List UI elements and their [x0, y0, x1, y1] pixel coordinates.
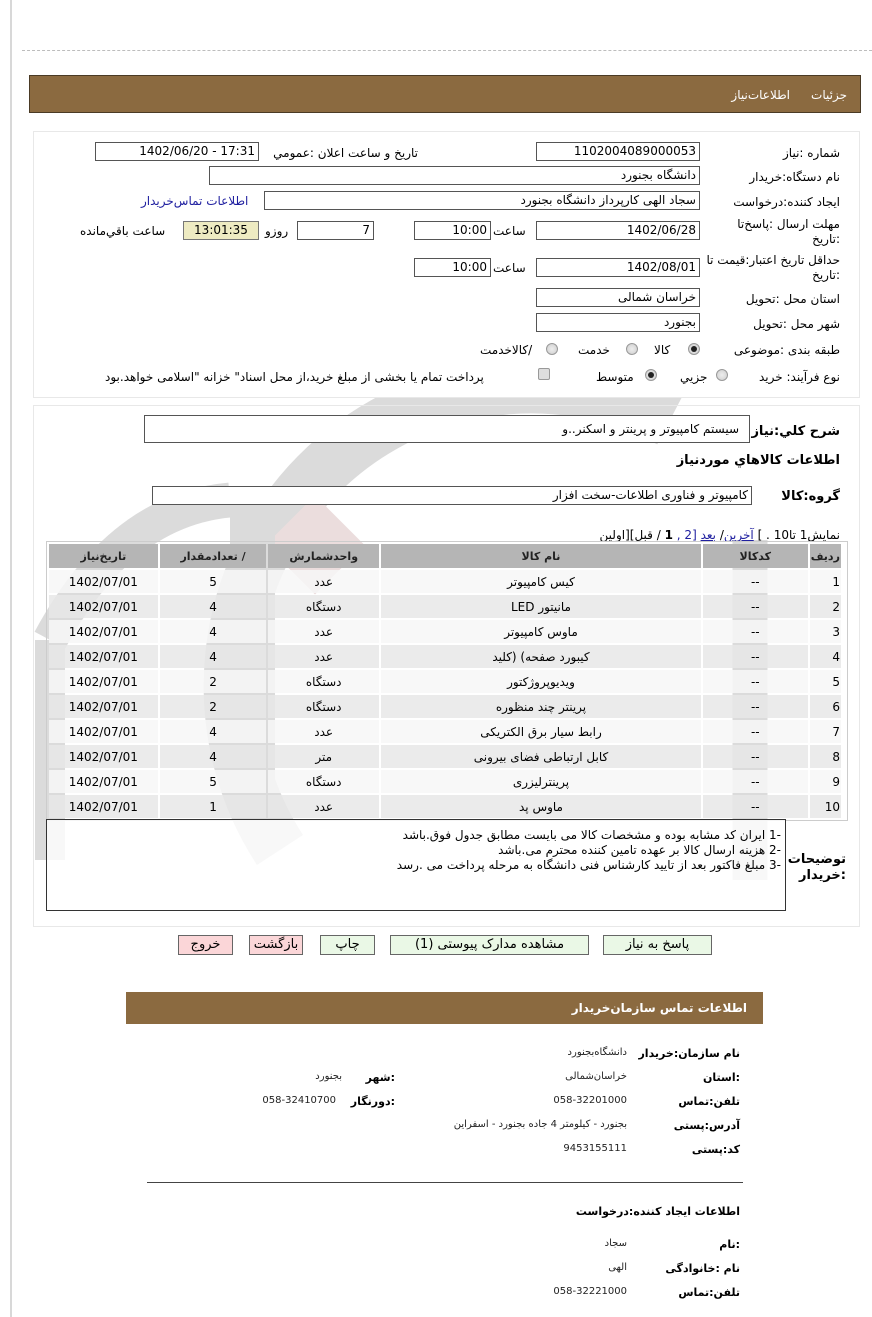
cell-unit: عدد — [268, 645, 379, 668]
cell-name: پرینترلیزری — [381, 770, 701, 793]
cell-row: 1 — [810, 570, 841, 593]
cell-row: 6 — [810, 695, 841, 718]
creator-phone-label: تلفن:تماس — [678, 1286, 740, 1299]
deadline-label: مهلت ارسال :پاسخ‌تا :تاریخ — [737, 217, 840, 246]
remaining-label: ساعت باقي‌مانده — [80, 224, 166, 238]
cell-code: -- — [703, 620, 808, 643]
cell-code: -- — [703, 795, 808, 818]
cell-qty: 5 — [160, 570, 267, 593]
cell-unit: دستگاه — [268, 770, 379, 793]
col-row: ردیف — [810, 544, 841, 568]
goods-table — [47, 542, 843, 820]
buyer-org-field[interactable]: دانشگاه بجنورد — [209, 166, 700, 185]
cell-name: کابل ارتباطی فضای بیرونی — [381, 745, 701, 768]
cell-row: 8 — [810, 745, 841, 768]
days-label: روزو — [265, 224, 289, 238]
pagination-prefix: نمایش1 تا10 . ] — [757, 528, 840, 542]
org-value: دانشگاه‌بجنورد — [567, 1047, 627, 1058]
top-divider — [22, 50, 872, 51]
cell-code: -- — [703, 695, 808, 718]
need-number-field[interactable]: 1102004089000053 — [536, 142, 700, 161]
cell-code: -- — [703, 745, 808, 768]
col-name: نام کالا — [381, 544, 701, 568]
cell-name: ماوس پد — [381, 795, 701, 818]
buyer-contact-title: اطلاعات تماس سازمان‌خریدار — [571, 1001, 747, 1015]
back-button[interactable]: بازگشت — [249, 935, 303, 955]
cell-unit: دستگاه — [268, 670, 379, 693]
process-label: نوع فرآیند: خرید — [759, 370, 840, 384]
description-field[interactable]: سیستم کامپیوتر و پرینتر و اسکنر..و — [144, 415, 750, 443]
province-label: استان محل :تحویل — [745, 292, 840, 306]
group-label: گروه:کالا — [781, 489, 840, 504]
phone-label: تلفن:تماس — [678, 1095, 740, 1108]
cell-row: 2 — [810, 595, 841, 618]
cell-qty: 5 — [160, 770, 267, 793]
cell-code: -- — [703, 670, 808, 693]
city-contact-label: :شهر — [365, 1071, 395, 1084]
process-radio-medium[interactable] — [645, 369, 657, 381]
cell-name: رابط سیار برق الکتریکی — [381, 720, 701, 743]
table-row — [49, 795, 841, 818]
fax-value: 058-32410700 — [262, 1095, 336, 1106]
validity-label: حداقل تاریخ اعتبار:قیمت تا :تاریخ — [706, 253, 840, 282]
creator-family-label: نام :خانوادگی — [665, 1262, 740, 1275]
cell-qty: 2 — [160, 670, 267, 693]
validity-date-field[interactable]: 1402/08/01 — [536, 258, 700, 277]
cell-code: -- — [703, 770, 808, 793]
pagination-current-page: 1 — [664, 528, 673, 542]
cell-row: 4 — [810, 645, 841, 668]
cell-qty: 4 — [160, 645, 267, 668]
org-label: نام سازمان:خریدار — [638, 1047, 740, 1060]
pagination-page-2-link[interactable]: [2 , — [676, 528, 697, 542]
cell-qty: 2 — [160, 695, 267, 718]
category-service-label: خدمت — [578, 343, 610, 357]
province-field[interactable]: خراسان شمالی — [536, 288, 700, 307]
cell-name: ماوس کامپیوتر — [381, 620, 701, 643]
announce-field[interactable]: 1402/06/20 - 17:31 — [95, 142, 259, 161]
buyer-contact-header — [126, 992, 763, 1024]
cell-unit: عدد — [268, 795, 379, 818]
col-unit: واحدشمارش — [268, 544, 379, 568]
treasury-checkbox-label: پرداخت تمام یا بخشی از مبلغ خرید،از محل اسناد" خزانه "اسلامی خواهد.بود — [105, 370, 484, 384]
cell-unit: دستگاه — [268, 595, 379, 618]
city-label: شهر محل :تحویل — [753, 317, 840, 331]
cell-name: پرینتر چند منظوره — [381, 695, 701, 718]
remaining-timer: 13:01:35 — [183, 221, 259, 240]
cell-date: 1402/07/01 — [49, 645, 158, 668]
creator-name-value: سجاد — [604, 1238, 627, 1249]
buyer-notes-box[interactable] — [46, 819, 786, 911]
cell-row: 3 — [810, 620, 841, 643]
tab-need-info[interactable]: اطلاعات‌نیاز — [731, 88, 790, 102]
cell-name: مانیتور LED — [381, 595, 701, 618]
cell-row: 5 — [810, 670, 841, 693]
print-button[interactable]: چاپ — [320, 935, 375, 955]
goods-info-title: اطلاعات کالاهاي موردنیاز — [676, 453, 840, 468]
cell-unit: عدد — [268, 620, 379, 643]
description-label: شرح کلي:نیاز — [751, 424, 840, 439]
city-field[interactable]: بجنورد — [536, 313, 700, 332]
validity-time-label: ساعت — [493, 261, 526, 275]
cell-date: 1402/07/01 — [49, 695, 158, 718]
cell-code: -- — [703, 570, 808, 593]
province-contact-value: خراسان‌شمالی — [565, 1071, 627, 1082]
cell-date: 1402/07/01 — [49, 745, 158, 768]
pagination-last-link[interactable]: آخرین — [723, 528, 754, 542]
buyer-notes-label: توضیحات :خریدار — [787, 852, 846, 883]
table-row — [49, 620, 841, 643]
city-contact-value: بجنورد — [315, 1071, 342, 1082]
cell-name: ویدیوپروژکتور — [381, 670, 701, 693]
pagination: نمایش1 تا10 . ] آخرین/ بعد [2 , 1 / قبل][اولین — [599, 528, 840, 542]
cell-qty: 4 — [160, 620, 267, 643]
cell-unit: عدد — [268, 570, 379, 593]
fax-label: :دورنگار — [350, 1095, 395, 1108]
treasury-checkbox[interactable] — [538, 368, 550, 380]
announce-label: تاریخ و ساعت اعلان :عمومي — [273, 146, 418, 160]
cell-code: -- — [703, 645, 808, 668]
buyer-note-line: -2 هزینه ارسال کالا بر عهده تامین کننده محترم می.باشد — [498, 843, 781, 857]
buyer-note-line: -1 ایران کد مشابه بوده و مشخصات کالا می بایست مطابق جدول فوق.باشد — [402, 828, 781, 842]
left-border — [10, 0, 12, 1317]
address-label: آدرس:پستی — [673, 1119, 740, 1132]
table-row — [49, 570, 841, 593]
deadline-date-field[interactable]: 1402/06/28 — [536, 221, 700, 240]
cell-row: 7 — [810, 720, 841, 743]
postal-value: 9453155111 — [563, 1143, 627, 1154]
address-value: بجنورد - کیلومتر 4 جاده بجنورد - اسفراین — [453, 1119, 627, 1130]
group-field[interactable]: کامپیوتر و فناوری اطلاعات-سخت افزار — [152, 486, 752, 505]
cell-row: 10 — [810, 795, 841, 818]
category-radio-goods[interactable] — [688, 343, 700, 355]
category-radio-both[interactable] — [546, 343, 558, 355]
postal-label: کد:پستی — [691, 1143, 740, 1156]
pagination-rest: / قبل][اولین — [599, 528, 661, 542]
goods-table-container — [46, 541, 848, 821]
cell-date: 1402/07/01 — [49, 595, 158, 618]
table-row — [49, 745, 841, 768]
table-row — [49, 770, 841, 793]
category-both-label: /کالاخدمت — [480, 343, 533, 357]
cell-date: 1402/07/01 — [49, 795, 158, 818]
process-minor-label: جزيي — [680, 370, 708, 384]
creator-name-label: :نام — [719, 1238, 740, 1251]
cell-date: 1402/07/01 — [49, 570, 158, 593]
cell-code: -- — [703, 720, 808, 743]
cell-code: -- — [703, 595, 808, 618]
category-label: طبقه بندی :موضوعی — [733, 343, 840, 357]
table-row — [49, 645, 841, 668]
table-row — [49, 695, 841, 718]
table-row — [49, 670, 841, 693]
cell-unit: عدد — [268, 720, 379, 743]
exit-button[interactable]: خروج — [178, 935, 233, 955]
category-goods-label: کالا — [654, 343, 671, 357]
title-bar — [29, 75, 861, 113]
deadline-time-field[interactable]: 10:00 — [414, 221, 491, 240]
buyer-note-line: -3 مبلغ فاکتور بعد از تایید کارشناس فنی دانشگاه به مرحله پرداخت می .رسد — [396, 858, 781, 872]
creator-family-value: الهی — [608, 1262, 627, 1273]
process-radio-minor[interactable] — [716, 369, 728, 381]
validity-time-field[interactable]: 10:00 — [414, 258, 491, 277]
cell-date: 1402/07/01 — [49, 720, 158, 743]
need-number-label: شماره :نیاز — [783, 146, 840, 160]
phone-value: 058-32201000 — [553, 1095, 627, 1106]
creator-field[interactable]: سجاد الهی کارپرداز دانشگاه بجنورد — [264, 191, 700, 210]
table-header-row — [49, 544, 841, 568]
pagination-next-link[interactable]: بعد — [700, 528, 717, 542]
deadline-time-label: ساعت — [493, 224, 526, 238]
category-radio-service[interactable] — [626, 343, 638, 355]
province-contact-label: :استان — [703, 1071, 740, 1084]
cell-name: کیس کامپیوتر — [381, 570, 701, 593]
col-date: تاریخ‌نیاز — [49, 544, 158, 568]
table-row — [49, 720, 841, 743]
cell-row: 9 — [810, 770, 841, 793]
cell-unit: دستگاه — [268, 695, 379, 718]
attachments-button[interactable]: مشاهده مدارک پیوستی (1) — [390, 935, 589, 955]
cell-date: 1402/07/01 — [49, 670, 158, 693]
cell-qty: 4 — [160, 720, 267, 743]
buyer-org-label: نام دستگاه:خریدار — [749, 170, 840, 184]
cell-date: 1402/07/01 — [49, 620, 158, 643]
cell-qty: 4 — [160, 595, 267, 618]
col-qty: / تعدادمقدار — [160, 544, 267, 568]
cell-unit: متر — [268, 745, 379, 768]
col-code: کدکالا — [703, 544, 808, 568]
buyer-contact-link[interactable]: اطلاعات تماس‌خریدار — [141, 194, 249, 208]
section-divider — [147, 1182, 743, 1183]
creator-label: ایجاد کننده:درخواست — [733, 195, 840, 209]
cell-qty: 1 — [160, 795, 267, 818]
cell-name: کیبورد صفحه) (کلید — [381, 645, 701, 668]
tab-details[interactable]: جزئیات — [811, 88, 847, 102]
creator-phone-value: 058-32221000 — [553, 1286, 627, 1297]
cell-qty: 4 — [160, 745, 267, 768]
reply-button[interactable]: پاسخ به نیاز — [603, 935, 712, 955]
days-field[interactable]: 7 — [297, 221, 374, 240]
creator-contact-title: اطلاعات ایجاد کننده:درخواست — [575, 1205, 740, 1218]
table-row — [49, 595, 841, 618]
cell-date: 1402/07/01 — [49, 770, 158, 793]
process-medium-label: متوسط — [596, 370, 634, 384]
